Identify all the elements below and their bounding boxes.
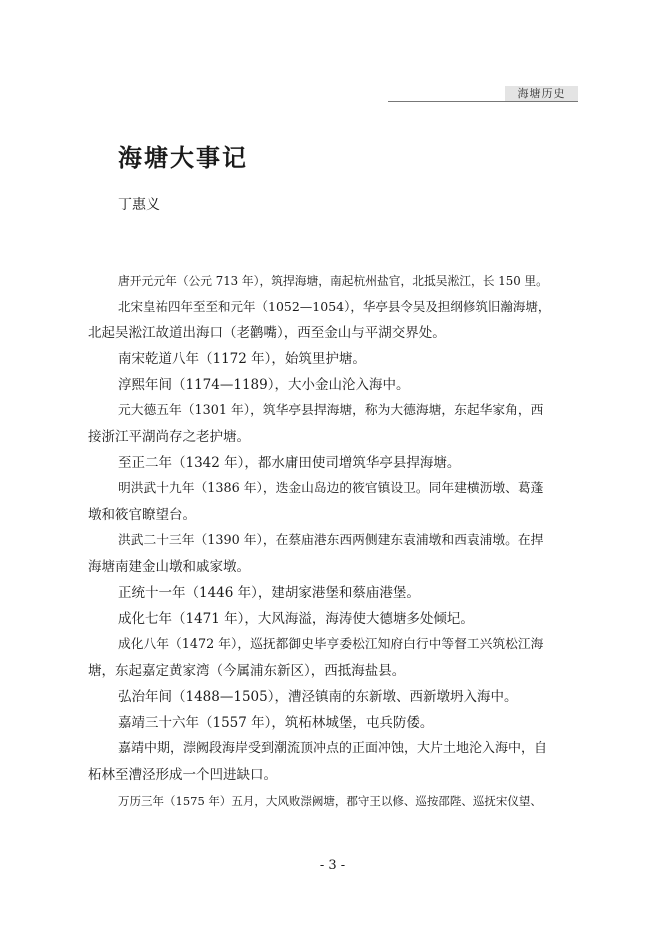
- paragraph-line: 弘治年间（1488—1505），漕泾镇南的东新墩、西新墩坍入海中。: [118, 689, 518, 705]
- paragraph-line: 塘，东起嘉定黄家湾（今属浦东新区），西抵海盐县。: [88, 663, 406, 679]
- article-author: 丁惠义: [118, 197, 160, 213]
- paragraph-line: 元大德五年（1301 年），筑华亭县捍海塘，称为大德海塘，东起华家角，西: [118, 403, 544, 418]
- article-body: [88, 268, 580, 814]
- paragraph-line: 成化八年（1472 年），巡抚都御史毕亨委松江知府白行中等督工兴筑松江海: [118, 637, 544, 652]
- paragraph-line: 至正二年（1342 年），都水庸田使司增筑华亭县捍海塘。: [118, 455, 461, 471]
- paragraph: [88, 398, 580, 450]
- paragraph-line: 成化七年（1471 年），大风海溢，海涛使大德塘多处倾圮。: [118, 611, 474, 627]
- paragraph: [88, 710, 580, 736]
- paragraph-line: 嘉靖中期，漴阙段海岸受到潮流顶冲点的正面冲蚀，大片土地沦入海中，自: [118, 741, 548, 756]
- paragraph: [88, 268, 580, 294]
- paragraph: [88, 580, 580, 606]
- paragraph: [88, 684, 580, 710]
- paragraph-line: 淳熙年间（1174—1189），大小金山沦入海中。: [118, 377, 410, 393]
- paragraph-line: 南宋乾道八年（1172 年），始筑里护塘。: [118, 351, 366, 367]
- page-number: - 3 -: [319, 858, 346, 873]
- paragraph-line: 万历三年（1575 年）五月，大风败漴阙塘，郡守王以修、巡按邵陛、巡抚宋仪望、: [118, 794, 542, 808]
- paragraph-line: 洪武二十三年（1390 年），在蔡庙港东西两侧建东袁浦墩和西袁浦墩。在捍: [118, 533, 544, 548]
- paragraph-line: 柘林至漕泾形成一个凹进缺口。: [88, 767, 277, 783]
- paragraph-line: 明洪武十九年（1386 年），迭金山岛边的筱官镇设卫。同年建横沥墩、葛蓬: [118, 481, 544, 496]
- paragraph-line: 接浙江平湖尚存之老护塘。: [88, 429, 250, 445]
- paragraph-line: 海塘南建金山墩和戚家墩。: [88, 559, 250, 575]
- paragraph-line: 嘉靖三十六年（1557 年），筑柘林城堡，屯兵防倭。: [118, 715, 434, 731]
- paragraph: [88, 294, 580, 346]
- paragraph: [88, 372, 580, 398]
- paragraph: [88, 450, 580, 476]
- article-title: 海塘大事记: [118, 143, 248, 172]
- paragraph-line: 唐开元元年（公元 713 年），筑捍海塘，南起杭州盐官，北抵吴淞江，长 150 里。: [118, 274, 548, 288]
- paragraph-line: 北宋皇祐四年至至和元年（1052—1054），华亭县令吴及担纲修筑旧瀚海塘，: [118, 299, 551, 314]
- paragraph-line: 墩和筱官瞭望台。: [88, 507, 196, 523]
- paragraph: [88, 346, 580, 372]
- paragraph: [88, 476, 580, 528]
- paragraph: [88, 632, 580, 684]
- section-label: 海塘历史: [505, 86, 578, 101]
- paragraph: [88, 528, 580, 580]
- header-rule: [388, 101, 578, 102]
- paragraph-line: 正统十一年（1446 年），建胡家港堡和蔡庙港堡。: [118, 585, 420, 601]
- paragraph: [88, 606, 580, 632]
- paragraph: [88, 736, 580, 788]
- paragraph-line: 北起吴淞江故道出海口（老鹳嘴），西至金山与平湖交界处。: [88, 325, 446, 341]
- paragraph: [88, 788, 580, 814]
